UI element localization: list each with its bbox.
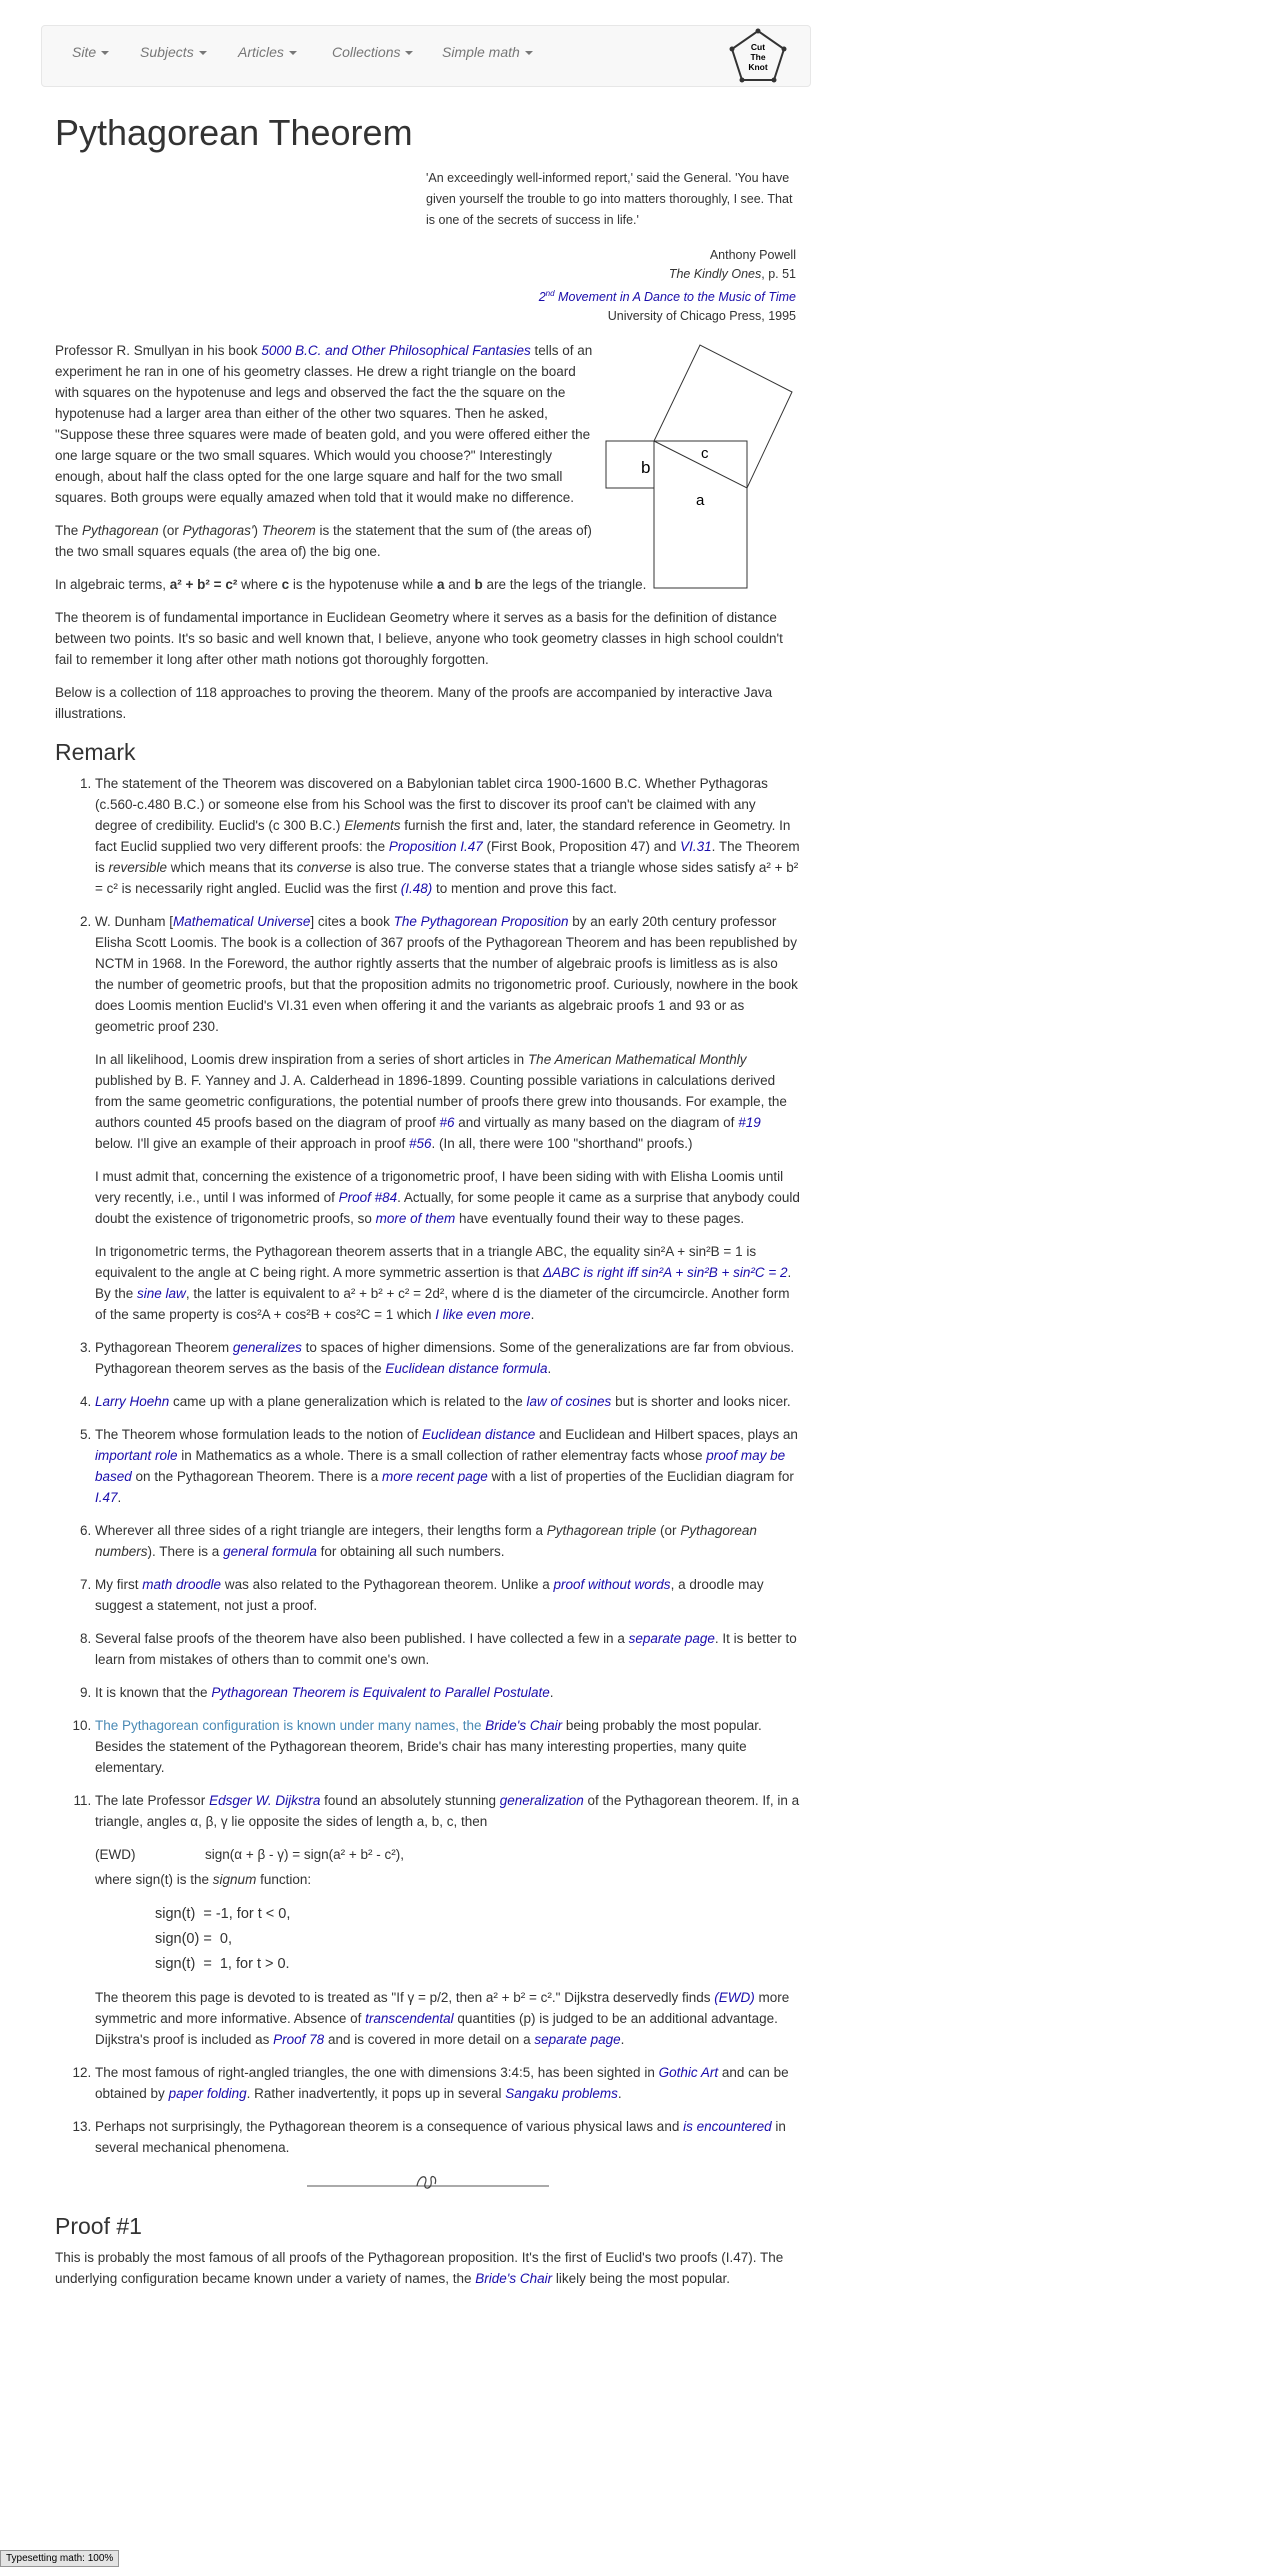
- list-item: 1. The statement of the Theorem was discovered on a Babylonian tablet circa 1900-1600 B.C. Whether Pythagoras (c.560-c.480 B.C.) or someone else from his School was the first to discover its proof can't be claimed with any degree of credibility. Euclid's (c 300 B.C.) Elements furnish the first and, later, the standard reference in Geometry. In fact Euclid supplied two very different proofs: the Proposition I.47 (First Book, Proposition 47) and VI.31. The Theorem is reversible which means that its converse is also true. The converse states that a triangle whose sides satisfy a² + b² = c² is necessarily right angled. Euclid was the first (I.48) to mention and prove this fact.: [95, 773, 800, 899]
- nav-collections-label: Collections: [332, 44, 401, 60]
- label-a: a: [696, 492, 705, 509]
- link-law-of-cosines[interactable]: law of cosines: [526, 1394, 612, 1409]
- nav-articles-label: Articles: [238, 44, 284, 60]
- list-item: 3. Pythagorean Theorem generalizes to spaces of higher dimensions. Some of the generalizations are far from obvious. Pythagorean theorem serves as the basis of the Euclidean distance formula.: [95, 1337, 800, 1379]
- link-general-formula[interactable]: general formula: [223, 1544, 317, 1559]
- link-parallel-postulate[interactable]: Pythagorean Theorem is Equivalent to Parallel Postulate: [211, 1685, 550, 1700]
- quote-series-pre[interactable]: 2: [538, 290, 546, 305]
- list-item: 11. The late Professor Edsger W. Dijkstra found an absolutely stunning generalization of the Pythagorean theorem. If, in a triangle, angles α, β, γ lie opposite the sides of length a, b, c, then (EWD) sign(α + β - γ) = sign(a² + b² - c²), where sign(t) is the signum function: sign(t) = -1, for t < 0, sign(0) = 0, sign(t) = 1, for t > 0. The theorem this page is devoted to is treated as "If γ = p/2, then a² + b² = c²." Dijkstra deservedly finds (EWD) more symmetric and more informative. Absence of transcendental quantities (p) is judged to be an additional advantage. Dijkstra's proof is included as Proof 78 and is covered in more detail on a separate page.: [95, 1790, 800, 2050]
- caret-down-icon: [101, 51, 109, 55]
- link-euclidean-distance[interactable]: Euclidean distance: [421, 1427, 536, 1442]
- quote-series-link[interactable]: Movement in A Dance to the Music of Time: [554, 290, 796, 305]
- link-i47[interactable]: I.47: [95, 1490, 118, 1505]
- label-b: b: [641, 458, 651, 477]
- list-item: 2. W. Dunham [Mathematical Universe] cites a book The Pythagorean Proposition by an early 20th century professor Elisha Scott Loomis. The book is a collection of 367 proofs of the Pythagorean Theorem and has been republished by NCTM in 1968. In the Foreword, the author rightly asserts that the number of algebraic proofs is limitless as is also the number of geometric proofs, but that the proposition admits no trigonometric proof. Curiously, nowhere in the book does Loomis mention Euclid's VI.31 even when offering it and the variants as algebraic proofs 1 and 93 or as geometric proof 230. In all likelihood, Loomis drew inspiration from a series of short articles in The American Mathematical Monthly published by B. F. Yanney and J. A. Calderhead in 1896-1899. Counting possible variations in calculations derived from the same geometric configurations, the potential number of proofs there grew into thousands. For example, the authors counted 45 proofs based on the diagram of proof #6 and virtually as many based on the diagram of #19 below. I'll give an example of their approach in proof #56. (In all, there were 100 "shorthand" proofs.) I must admit that, concerning the existence of a trigonometric proof, I have been siding with with Elisha Loomis until very recently, i.e., until I was informed of Proof #84. Actually, for some people it came as a surprise that anybody could doubt the existence of trigonometric proofs, so more of them have eventually found their way to these pages. In trigonometric terms, the Pythagorean theorem asserts that in a triangle ABC, the equality sin²A + sin²B = 1 is equivalent to the angle at C being right. A more symmetric assertion is that ΔABC is right iff sin²A + sin²B + sin²C = 2. By the sine law, the latter is equivalent to a² + b² + c² = 2d², where d is the diameter of the circumcircle. Another form of the same property is cos²A + cos²B + cos²C = 1 which I like even more.: [95, 911, 800, 1325]
- quote-publisher: University of Chicago Press, 1995: [607, 309, 796, 324]
- list-item: 10. The Pythagorean configuration is known under many names, the Bride's Chair being probably the most popular. Besides the statement of the Pythagorean theorem, Bride's chair has many interesting properties, many quite elementary.: [95, 1715, 800, 1778]
- link-generalizes[interactable]: generalizes: [232, 1340, 302, 1355]
- remark-heading: Remark: [55, 739, 136, 765]
- link-proposition-i47[interactable]: Proposition I.47: [388, 839, 483, 854]
- link-proof-6[interactable]: #6: [439, 1115, 455, 1130]
- link-brides-chair-2[interactable]: Bride's Chair: [475, 2271, 553, 2286]
- proof-1-paragraph: This is probably the most famous of all proofs of the Pythagorean proposition. It's the first of Euclid's two proofs (I.47). The underlying configuration became known under a variety of names, the Bride's Chair likely being the most popular.: [55, 2250, 784, 2286]
- caret-down-icon: [199, 51, 207, 55]
- link-separate-page[interactable]: separate page: [628, 1631, 715, 1646]
- ewd-formula-line: (EWD) sign(α + β - γ) = sign(a² + b² - c²),: [95, 1847, 404, 1862]
- nav-subjects-label: Subjects: [140, 44, 194, 60]
- quote-author: Anthony Powell: [709, 248, 796, 262]
- link-euclidean-distance-formula[interactable]: Euclidean distance formula: [385, 1361, 548, 1376]
- caret-down-icon: [289, 51, 297, 55]
- page-title: Pythagorean Theorem: [55, 112, 413, 153]
- link-proof-78[interactable]: Proof 78: [273, 2032, 325, 2047]
- link-vi31[interactable]: VI.31: [680, 839, 712, 854]
- svg-text:Cut: Cut: [750, 42, 766, 52]
- intro-paragraph-1: Professor R. Smullyan in his book 5000 B.C. and Other Philosophical Fantasies tells of an experiment he ran in one of his geometry classes. He drew a right triangle on the board with squares on the hypotenuse and legs and observed the fact the the square on the hypotenuse had a larger area than either of the other two squares. Then he asked, "Suppose these three squares were made of beaten gold, and you were offered either the one large square or the two small squares. Which would you choose?" Interestingly enough, about half the class opted for the one large square and half for the two small squares. Both groups were equally amazed when told that it would make no difference.: [55, 343, 593, 505]
- nav-simple-math-label: Simple math: [442, 44, 520, 60]
- nav-subjects[interactable]: [140, 44, 207, 60]
- link-math-droodle[interactable]: math droodle: [142, 1577, 222, 1592]
- link-pythagorean-proposition[interactable]: The Pythagorean Proposition: [393, 914, 569, 929]
- caret-down-icon: [525, 51, 533, 55]
- link-generalization[interactable]: generalization: [499, 1793, 584, 1808]
- site-logo[interactable]: [727, 28, 789, 84]
- list-item: 5. The Theorem whose formulation leads to the notion of Euclidean distance and Euclidean and Hilbert spaces, plays an important role in Mathematics as a whole. There is a small collection of rather elementray facts whose proof may be based on the Pythagorean Theorem. There is a more recent page with a list of properties of the Euclidian diagram for I.47.: [95, 1424, 800, 1508]
- navbar: [41, 25, 811, 87]
- intro-paragraph-2: The Pythagorean (or Pythagoras') Theorem is the statement that the sum of (the areas of) the two small squares equals (the area of) the big one.: [55, 523, 592, 559]
- link-proof-without-words[interactable]: proof without words: [553, 1577, 671, 1592]
- quote-series-line[interactable]: [426, 284, 796, 307]
- list-item: 12. The most famous of right-angled triangles, the one with dimensions 3:4:5, has been sighted in Gothic Art and can be obtained by paper folding. Rather inadvertently, it pops up in several Sangaku problems.: [95, 2062, 800, 2104]
- svg-text:The: The: [750, 52, 766, 62]
- link-abc-right[interactable]: ΔABC is right iff sin²A + sin²B + sin²C = 2: [542, 1265, 788, 1280]
- link-separate-page-2[interactable]: separate page: [534, 2032, 621, 2047]
- link-more-of-them[interactable]: more of them: [375, 1211, 456, 1226]
- quote-book-line: [426, 265, 796, 284]
- remark-list: [55, 773, 800, 2158]
- nav-simple-math[interactable]: [442, 44, 533, 60]
- typesetting-status: Typesetting math: 100%: [0, 2550, 119, 2567]
- svg-text:Knot: Knot: [748, 62, 768, 72]
- intro-paragraph-5: Below is a collection of 118 approaches to proving the theorem. Many of the proofs are accompanied by interactive Java illustrations.: [55, 685, 773, 721]
- caret-down-icon: [405, 51, 413, 55]
- list-item: 6. Wherever all three sides of a right triangle are integers, their lengths form a Pythagorean triple (or Pythagorean numbers). There is a general formula for obtaining all such numbers.: [95, 1520, 800, 1562]
- list-item: 4. Larry Hoehn came up with a plane generalization which is related to the law of cosines but is shorter and looks nicer.: [95, 1391, 800, 1412]
- epigraph-quote: 'An exceedingly well-informed report,' said the General. 'You have given yourself the trouble to go into matters thoroughly, I see. That is one of the secrets of success in life.': [426, 171, 793, 227]
- link-larry-hoehn[interactable]: Larry Hoehn: [95, 1394, 170, 1409]
- nav-articles[interactable]: [238, 44, 297, 60]
- nav-site[interactable]: [72, 44, 109, 60]
- link-proof-19[interactable]: #19: [738, 1115, 761, 1130]
- nav-site-label: Site: [72, 44, 97, 60]
- link-smullyan-book[interactable]: 5000 B.C. and Other Philosophical Fantasies: [261, 343, 531, 358]
- quote-book: The Kindly Ones: [668, 267, 762, 281]
- link-more-recent-page[interactable]: more recent page: [381, 1469, 488, 1484]
- link-mathematical-universe[interactable]: Mathematical Universe: [173, 914, 311, 929]
- list-item: 9. It is known that the Pythagorean Theorem is Equivalent to Parallel Postulate.: [95, 1682, 800, 1703]
- link-important-role[interactable]: important role: [95, 1448, 178, 1463]
- divider-flourish-icon: [55, 2170, 800, 2198]
- intro-paragraph-3: In algebraic terms, a² + b² = c² where c is the hypotenuse while a and b are the legs of the triangle.: [55, 577, 647, 592]
- link-i-like-even-more[interactable]: I like even more: [435, 1307, 531, 1322]
- link-sangaku[interactable]: Sangaku problems: [505, 2086, 618, 2101]
- link-transcendental[interactable]: transcendental: [365, 2011, 454, 2026]
- quote-series-sup[interactable]: nd: [545, 289, 555, 298]
- link-i48[interactable]: (I.48): [400, 881, 433, 896]
- link-sine-law[interactable]: sine law: [137, 1286, 186, 1301]
- label-c: c: [701, 445, 709, 462]
- link-paper-folding[interactable]: paper folding: [168, 2086, 247, 2101]
- link-proof-may-be-based[interactable]: proof may be based: [95, 1448, 786, 1484]
- where-line: where sign(t) is the signum function:: [95, 1872, 312, 1887]
- list-item: 8. Several false proofs of the theorem have also been published. I have collected a few in a separate page. It is better to learn from mistakes of others than to commit one's own.: [95, 1628, 800, 1670]
- proof-1-heading: Proof #1: [55, 2213, 142, 2239]
- link-ewd[interactable]: (EWD): [714, 1990, 755, 2005]
- link-is-encountered[interactable]: is encountered: [683, 2119, 772, 2134]
- list-item: 7. My first math droodle was also related to the Pythagorean theorem. Unlike a proof without words, a droodle may suggest a statement, not just a proof.: [95, 1574, 800, 1616]
- signum-definition: sign(t) = -1, for t < 0, sign(0) = 0, sign(t) = 1, for t > 0.: [155, 1906, 291, 1972]
- link-gothic-art[interactable]: Gothic Art: [658, 2065, 719, 2080]
- link-brides-chair[interactable]: Bride's Chair: [485, 1718, 563, 1733]
- list-item: 13. Perhaps not surprisingly, the Pythagorean theorem is a consequence of various physical laws and is encountered in several mechanical phenomena.: [95, 2116, 800, 2158]
- quote-page: , p. 51: [761, 267, 796, 281]
- link-dijkstra[interactable]: Edsger W. Dijkstra: [209, 1793, 321, 1808]
- link-proof-84[interactable]: Proof #84: [338, 1190, 398, 1205]
- main-content: [55, 340, 800, 2301]
- nav-collections[interactable]: [332, 44, 413, 60]
- epigraph-attribution: [426, 246, 796, 326]
- link-proof-56[interactable]: #56: [409, 1136, 432, 1151]
- intro-paragraph-4: The theorem is of fundamental importance in Euclidean Geometry where it serves as a basis for the definition of distance between two points. It's so basic and well known that, I believe, anyone who took geometry classes in high school couldn't fail to remember it long after other math notions got thoroughly forgotten.: [55, 610, 783, 667]
